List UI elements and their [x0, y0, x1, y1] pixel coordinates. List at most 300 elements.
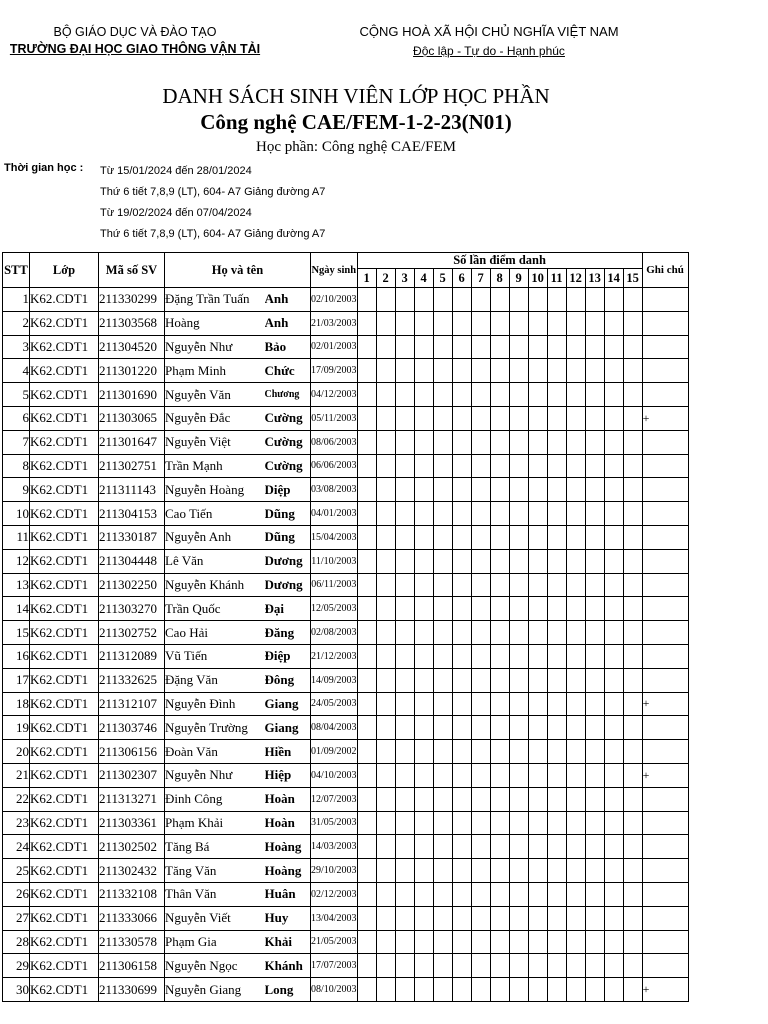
course-class-title: Công nghệ CAE/FEM-1-2-23(N01) [200, 110, 512, 134]
attendance-cell [433, 930, 452, 954]
schedule-line: Từ 15/01/2024 đến 28/01/2024 [100, 165, 252, 177]
course-name: Học phần: Công nghệ CAE/FEM [256, 139, 456, 155]
attendance-cell [604, 502, 623, 526]
row-surname: Cao Tiến [165, 502, 265, 526]
row-note [642, 359, 688, 383]
attendance-cell [414, 502, 433, 526]
row-birthdate: 08/04/2003 [311, 716, 358, 740]
attendance-cell [528, 954, 547, 978]
row-class: K62.CDT1 [30, 763, 99, 787]
row-stt: 12 [3, 549, 30, 573]
attendance-cell [623, 763, 642, 787]
attendance-cell [566, 359, 585, 383]
attendance-cell [623, 502, 642, 526]
attendance-cell [566, 573, 585, 597]
attendance-cell [414, 668, 433, 692]
row-student-id: 211312107 [99, 692, 165, 716]
table-row [3, 597, 689, 621]
attendance-cell [585, 763, 604, 787]
table-row [3, 835, 689, 859]
attendance-cell [433, 525, 452, 549]
attendance-cell [414, 359, 433, 383]
attendance-cell [433, 787, 452, 811]
attendance-cell [509, 954, 528, 978]
attendance-cell [509, 692, 528, 716]
row-student-id: 211312089 [99, 644, 165, 668]
attendance-cell [547, 859, 566, 883]
row-surname: Phạm Khải [165, 811, 265, 835]
row-given-name: Dương [265, 549, 311, 573]
attendance-cell [414, 573, 433, 597]
session-header: 3 [395, 269, 414, 288]
row-student-id: 211301647 [99, 430, 165, 454]
attendance-cell [414, 335, 433, 359]
attendance-cell [433, 716, 452, 740]
row-class: K62.CDT1 [30, 740, 99, 764]
row-birthdate: 06/06/2003 [311, 454, 358, 478]
attendance-cell [414, 882, 433, 906]
attendance-cell [471, 597, 490, 621]
row-given-name: Giang [265, 716, 311, 740]
attendance-cell [452, 597, 471, 621]
row-student-id: 211302502 [99, 835, 165, 859]
attendance-cell [433, 549, 452, 573]
row-given-name: Hoàn [265, 811, 311, 835]
attendance-cell [395, 549, 414, 573]
row-surname: Nguyễn Văn [165, 383, 265, 407]
table-row [3, 573, 689, 597]
row-stt: 6 [3, 406, 30, 430]
table-row [3, 787, 689, 811]
attendance-cell [623, 835, 642, 859]
attendance-cell [585, 383, 604, 407]
attendance-cell [471, 835, 490, 859]
attendance-cell [623, 930, 642, 954]
attendance-cell [376, 906, 395, 930]
session-header: 1 [357, 269, 376, 288]
attendance-cell [604, 430, 623, 454]
attendance-cell [604, 573, 623, 597]
row-birthdate: 14/09/2003 [311, 668, 358, 692]
attendance-cell [433, 383, 452, 407]
attendance-cell [528, 740, 547, 764]
row-class: K62.CDT1 [30, 835, 99, 859]
attendance-cell [528, 644, 547, 668]
ministry-name: BỘ GIÁO DỤC VÀ ĐÀO TẠO [53, 25, 217, 39]
row-given-name: Long [265, 978, 311, 1002]
table-row [3, 668, 689, 692]
row-surname: Nguyễn Đình [165, 692, 265, 716]
row-given-name: Cường [265, 406, 311, 430]
row-stt: 1 [3, 288, 30, 312]
attendance-cell [566, 383, 585, 407]
row-class: K62.CDT1 [30, 621, 99, 645]
attendance-cell [395, 478, 414, 502]
attendance-cell [490, 430, 509, 454]
attendance-cell [490, 549, 509, 573]
republic-name: CỘNG HOÀ XÃ HỘI CHỦ NGHĨA VIỆT NAM [359, 24, 619, 39]
attendance-cell [433, 478, 452, 502]
row-birthdate: 01/09/2002 [311, 740, 358, 764]
row-note [642, 288, 688, 312]
attendance-cell [490, 668, 509, 692]
attendance-cell [357, 906, 376, 930]
attendance-cell [623, 906, 642, 930]
row-stt: 9 [3, 478, 30, 502]
attendance-cell [452, 763, 471, 787]
row-stt: 15 [3, 621, 30, 645]
row-given-name: Đông [265, 668, 311, 692]
attendance-cell [547, 740, 566, 764]
row-student-id: 211303746 [99, 716, 165, 740]
attendance-cell [395, 311, 414, 335]
attendance-cell [547, 478, 566, 502]
row-note [642, 311, 688, 335]
attendance-cell [604, 644, 623, 668]
col-header-ngay-sinh: Ngày sinh [311, 253, 358, 288]
row-stt: 10 [3, 502, 30, 526]
attendance-cell [357, 692, 376, 716]
attendance-cell [414, 311, 433, 335]
row-birthdate: 05/11/2003 [311, 406, 358, 430]
attendance-cell [414, 406, 433, 430]
national-header [345, 21, 633, 59]
row-surname: Nguyễn Hoàng [165, 478, 265, 502]
attendance-cell [433, 882, 452, 906]
row-class: K62.CDT1 [30, 644, 99, 668]
attendance-cell [376, 478, 395, 502]
attendance-cell [509, 930, 528, 954]
table-row [3, 406, 689, 430]
attendance-cell [376, 621, 395, 645]
row-surname: Hoàng [165, 311, 265, 335]
attendance-cell [585, 668, 604, 692]
row-birthdate: 02/01/2003 [311, 335, 358, 359]
attendance-cell [623, 621, 642, 645]
row-stt: 11 [3, 525, 30, 549]
attendance-cell [471, 549, 490, 573]
attendance-cell [528, 906, 547, 930]
session-header: 12 [566, 269, 585, 288]
attendance-cell [604, 478, 623, 502]
attendance-cell [376, 692, 395, 716]
attendance-cell [585, 502, 604, 526]
row-note [642, 668, 688, 692]
attendance-cell [585, 930, 604, 954]
attendance-cell [414, 811, 433, 835]
session-header: 6 [452, 269, 471, 288]
attendance-cell [509, 787, 528, 811]
attendance-cell [471, 882, 490, 906]
session-header: 15 [623, 269, 642, 288]
attendance-cell [490, 835, 509, 859]
attendance-cell [490, 811, 509, 835]
attendance-cell [566, 882, 585, 906]
row-given-name: Hoàng [265, 835, 311, 859]
attendance-cell [452, 311, 471, 335]
attendance-cell [566, 311, 585, 335]
table-row [3, 811, 689, 835]
row-note [642, 740, 688, 764]
attendance-cell [604, 311, 623, 335]
attendance-cell [547, 288, 566, 312]
attendance-cell [376, 359, 395, 383]
attendance-cell [490, 930, 509, 954]
attendance-cell [357, 597, 376, 621]
attendance-cell [395, 906, 414, 930]
row-note: + [642, 978, 688, 1002]
row-given-name: Anh [265, 311, 311, 335]
row-note [642, 597, 688, 621]
session-header: 11 [547, 269, 566, 288]
attendance-cell [528, 406, 547, 430]
row-student-id: 211330578 [99, 930, 165, 954]
attendance-cell [357, 454, 376, 478]
attendance-cell [566, 859, 585, 883]
row-surname: Đặng Trần Tuấn [165, 288, 265, 312]
attendance-cell [547, 811, 566, 835]
attendance-cell [452, 859, 471, 883]
attendance-cell [433, 835, 452, 859]
attendance-cell [490, 359, 509, 383]
attendance-cell [414, 787, 433, 811]
attendance-cell [433, 597, 452, 621]
row-given-name: Khải [265, 930, 311, 954]
attendance-cell [376, 978, 395, 1002]
attendance-cell [471, 978, 490, 1002]
row-given-name: Cường [265, 454, 311, 478]
attendance-cell [376, 573, 395, 597]
row-surname: Tăng Bá [165, 835, 265, 859]
row-student-id: 211302432 [99, 859, 165, 883]
row-stt: 13 [3, 573, 30, 597]
attendance-cell [509, 288, 528, 312]
attendance-cell [452, 882, 471, 906]
attendance-cell [623, 430, 642, 454]
attendance-cell [376, 525, 395, 549]
attendance-cell [528, 763, 547, 787]
attendance-cell [395, 740, 414, 764]
attendance-cell [471, 859, 490, 883]
attendance-cell [395, 954, 414, 978]
attendance-cell [376, 430, 395, 454]
attendance-cell [490, 454, 509, 478]
schedule-line: Thứ 6 tiết 7,8,9 (LT), 604- A7 Giảng đường A7 [100, 186, 326, 198]
attendance-cell [528, 882, 547, 906]
attendance-cell [490, 692, 509, 716]
row-given-name: Đăng [265, 621, 311, 645]
row-given-name: Giang [265, 692, 311, 716]
attendance-cell [414, 478, 433, 502]
attendance-cell [528, 383, 547, 407]
attendance-cell [490, 787, 509, 811]
attendance-cell [547, 787, 566, 811]
table-row [3, 502, 689, 526]
row-stt: 25 [3, 859, 30, 883]
attendance-cell [357, 430, 376, 454]
attendance-cell [623, 335, 642, 359]
row-given-name: Hoàng [265, 859, 311, 883]
attendance-cell [604, 621, 623, 645]
row-student-id: 211332625 [99, 668, 165, 692]
attendance-cell [509, 859, 528, 883]
row-surname: Lê Văn [165, 549, 265, 573]
row-class: K62.CDT1 [30, 811, 99, 835]
row-class: K62.CDT1 [30, 978, 99, 1002]
attendance-cell [376, 597, 395, 621]
attendance-cell [433, 621, 452, 645]
table-row [3, 335, 689, 359]
table-row [3, 430, 689, 454]
attendance-cell [376, 644, 395, 668]
attendance-cell [604, 882, 623, 906]
row-student-id: 211330187 [99, 525, 165, 549]
row-birthdate: 08/06/2003 [311, 430, 358, 454]
attendance-cell [585, 859, 604, 883]
attendance-cell [566, 978, 585, 1002]
attendance-cell [471, 288, 490, 312]
attendance-cell [452, 406, 471, 430]
attendance-cell [357, 621, 376, 645]
attendance-cell [433, 335, 452, 359]
attendance-cell [452, 359, 471, 383]
attendance-cell [471, 811, 490, 835]
attendance-cell [623, 882, 642, 906]
attendance-cell [623, 406, 642, 430]
row-stt: 7 [3, 430, 30, 454]
row-birthdate: 11/10/2003 [311, 549, 358, 573]
attendance-cell [585, 335, 604, 359]
row-class: K62.CDT1 [30, 478, 99, 502]
row-class: K62.CDT1 [30, 454, 99, 478]
table-row [3, 621, 689, 645]
attendance-cell [604, 740, 623, 764]
attendance-cell [490, 621, 509, 645]
row-student-id: 211303361 [99, 811, 165, 835]
attendance-cell [452, 787, 471, 811]
row-birthdate: 02/10/2003 [311, 288, 358, 312]
attendance-cell [490, 740, 509, 764]
attendance-cell [395, 359, 414, 383]
attendance-cell [547, 716, 566, 740]
attendance-cell [566, 835, 585, 859]
row-surname: Nguyễn Viết [165, 906, 265, 930]
attendance-cell [585, 478, 604, 502]
attendance-cell [623, 597, 642, 621]
attendance-cell [452, 288, 471, 312]
attendance-cell [357, 787, 376, 811]
attendance-cell [604, 335, 623, 359]
attendance-cell [585, 954, 604, 978]
row-note: + [642, 692, 688, 716]
attendance-cell [414, 644, 433, 668]
attendance-cell [357, 573, 376, 597]
attendance-cell [357, 359, 376, 383]
attendance-cell [604, 906, 623, 930]
attendance-cell [547, 454, 566, 478]
row-given-name: Hiệp [265, 763, 311, 787]
attendance-cell [357, 978, 376, 1002]
table-row [3, 954, 689, 978]
attendance-cell [623, 954, 642, 978]
table-row [3, 454, 689, 478]
row-surname: Vũ Tiến [165, 644, 265, 668]
row-birthdate: 02/12/2003 [311, 882, 358, 906]
attendance-cell [452, 502, 471, 526]
row-student-id: 211304520 [99, 335, 165, 359]
attendance-cell [471, 906, 490, 930]
session-header: 14 [604, 269, 623, 288]
attendance-cell [623, 692, 642, 716]
attendance-cell [528, 930, 547, 954]
attendance-cell [547, 906, 566, 930]
table-row [3, 716, 689, 740]
attendance-cell [509, 311, 528, 335]
attendance-cell [395, 288, 414, 312]
row-stt: 2 [3, 311, 30, 335]
attendance-cell [604, 597, 623, 621]
attendance-cell [452, 668, 471, 692]
session-header: 4 [414, 269, 433, 288]
attendance-cell [566, 644, 585, 668]
row-stt: 27 [3, 906, 30, 930]
row-stt: 22 [3, 787, 30, 811]
row-stt: 16 [3, 644, 30, 668]
row-stt: 29 [3, 954, 30, 978]
attendance-cell [452, 978, 471, 1002]
row-surname: Nguyễn Trường [165, 716, 265, 740]
col-header-ma-sv: Mã số SV [99, 253, 165, 288]
attendance-cell [547, 430, 566, 454]
schedule-label: Thời gian học : [4, 162, 84, 174]
attendance-cell [509, 597, 528, 621]
attendance-cell [395, 525, 414, 549]
col-header-ho-ten: Họ và tên [165, 253, 311, 288]
attendance-cell [566, 335, 585, 359]
row-surname: Đinh Công [165, 787, 265, 811]
row-stt: 18 [3, 692, 30, 716]
attendance-cell [471, 668, 490, 692]
attendance-cell [395, 692, 414, 716]
row-class: K62.CDT1 [30, 430, 99, 454]
attendance-cell [566, 954, 585, 978]
row-stt: 30 [3, 978, 30, 1002]
attendance-cell [585, 978, 604, 1002]
attendance-cell [623, 383, 642, 407]
row-class: K62.CDT1 [30, 311, 99, 335]
row-birthdate: 08/10/2003 [311, 978, 358, 1002]
attendance-cell [528, 692, 547, 716]
attendance-cell [509, 359, 528, 383]
attendance-cell [395, 835, 414, 859]
attendance-cell [471, 716, 490, 740]
attendance-cell [604, 692, 623, 716]
row-class: K62.CDT1 [30, 359, 99, 383]
row-stt: 8 [3, 454, 30, 478]
row-class: K62.CDT1 [30, 787, 99, 811]
row-class: K62.CDT1 [30, 716, 99, 740]
attendance-cell [585, 573, 604, 597]
attendance-cell [357, 288, 376, 312]
attendance-cell [471, 335, 490, 359]
attendance-cell [547, 954, 566, 978]
row-given-name: Huy [265, 906, 311, 930]
attendance-cell [490, 383, 509, 407]
row-birthdate: 21/05/2003 [311, 930, 358, 954]
row-stt: 5 [3, 383, 30, 407]
attendance-cell [433, 763, 452, 787]
attendance-cell [433, 811, 452, 835]
